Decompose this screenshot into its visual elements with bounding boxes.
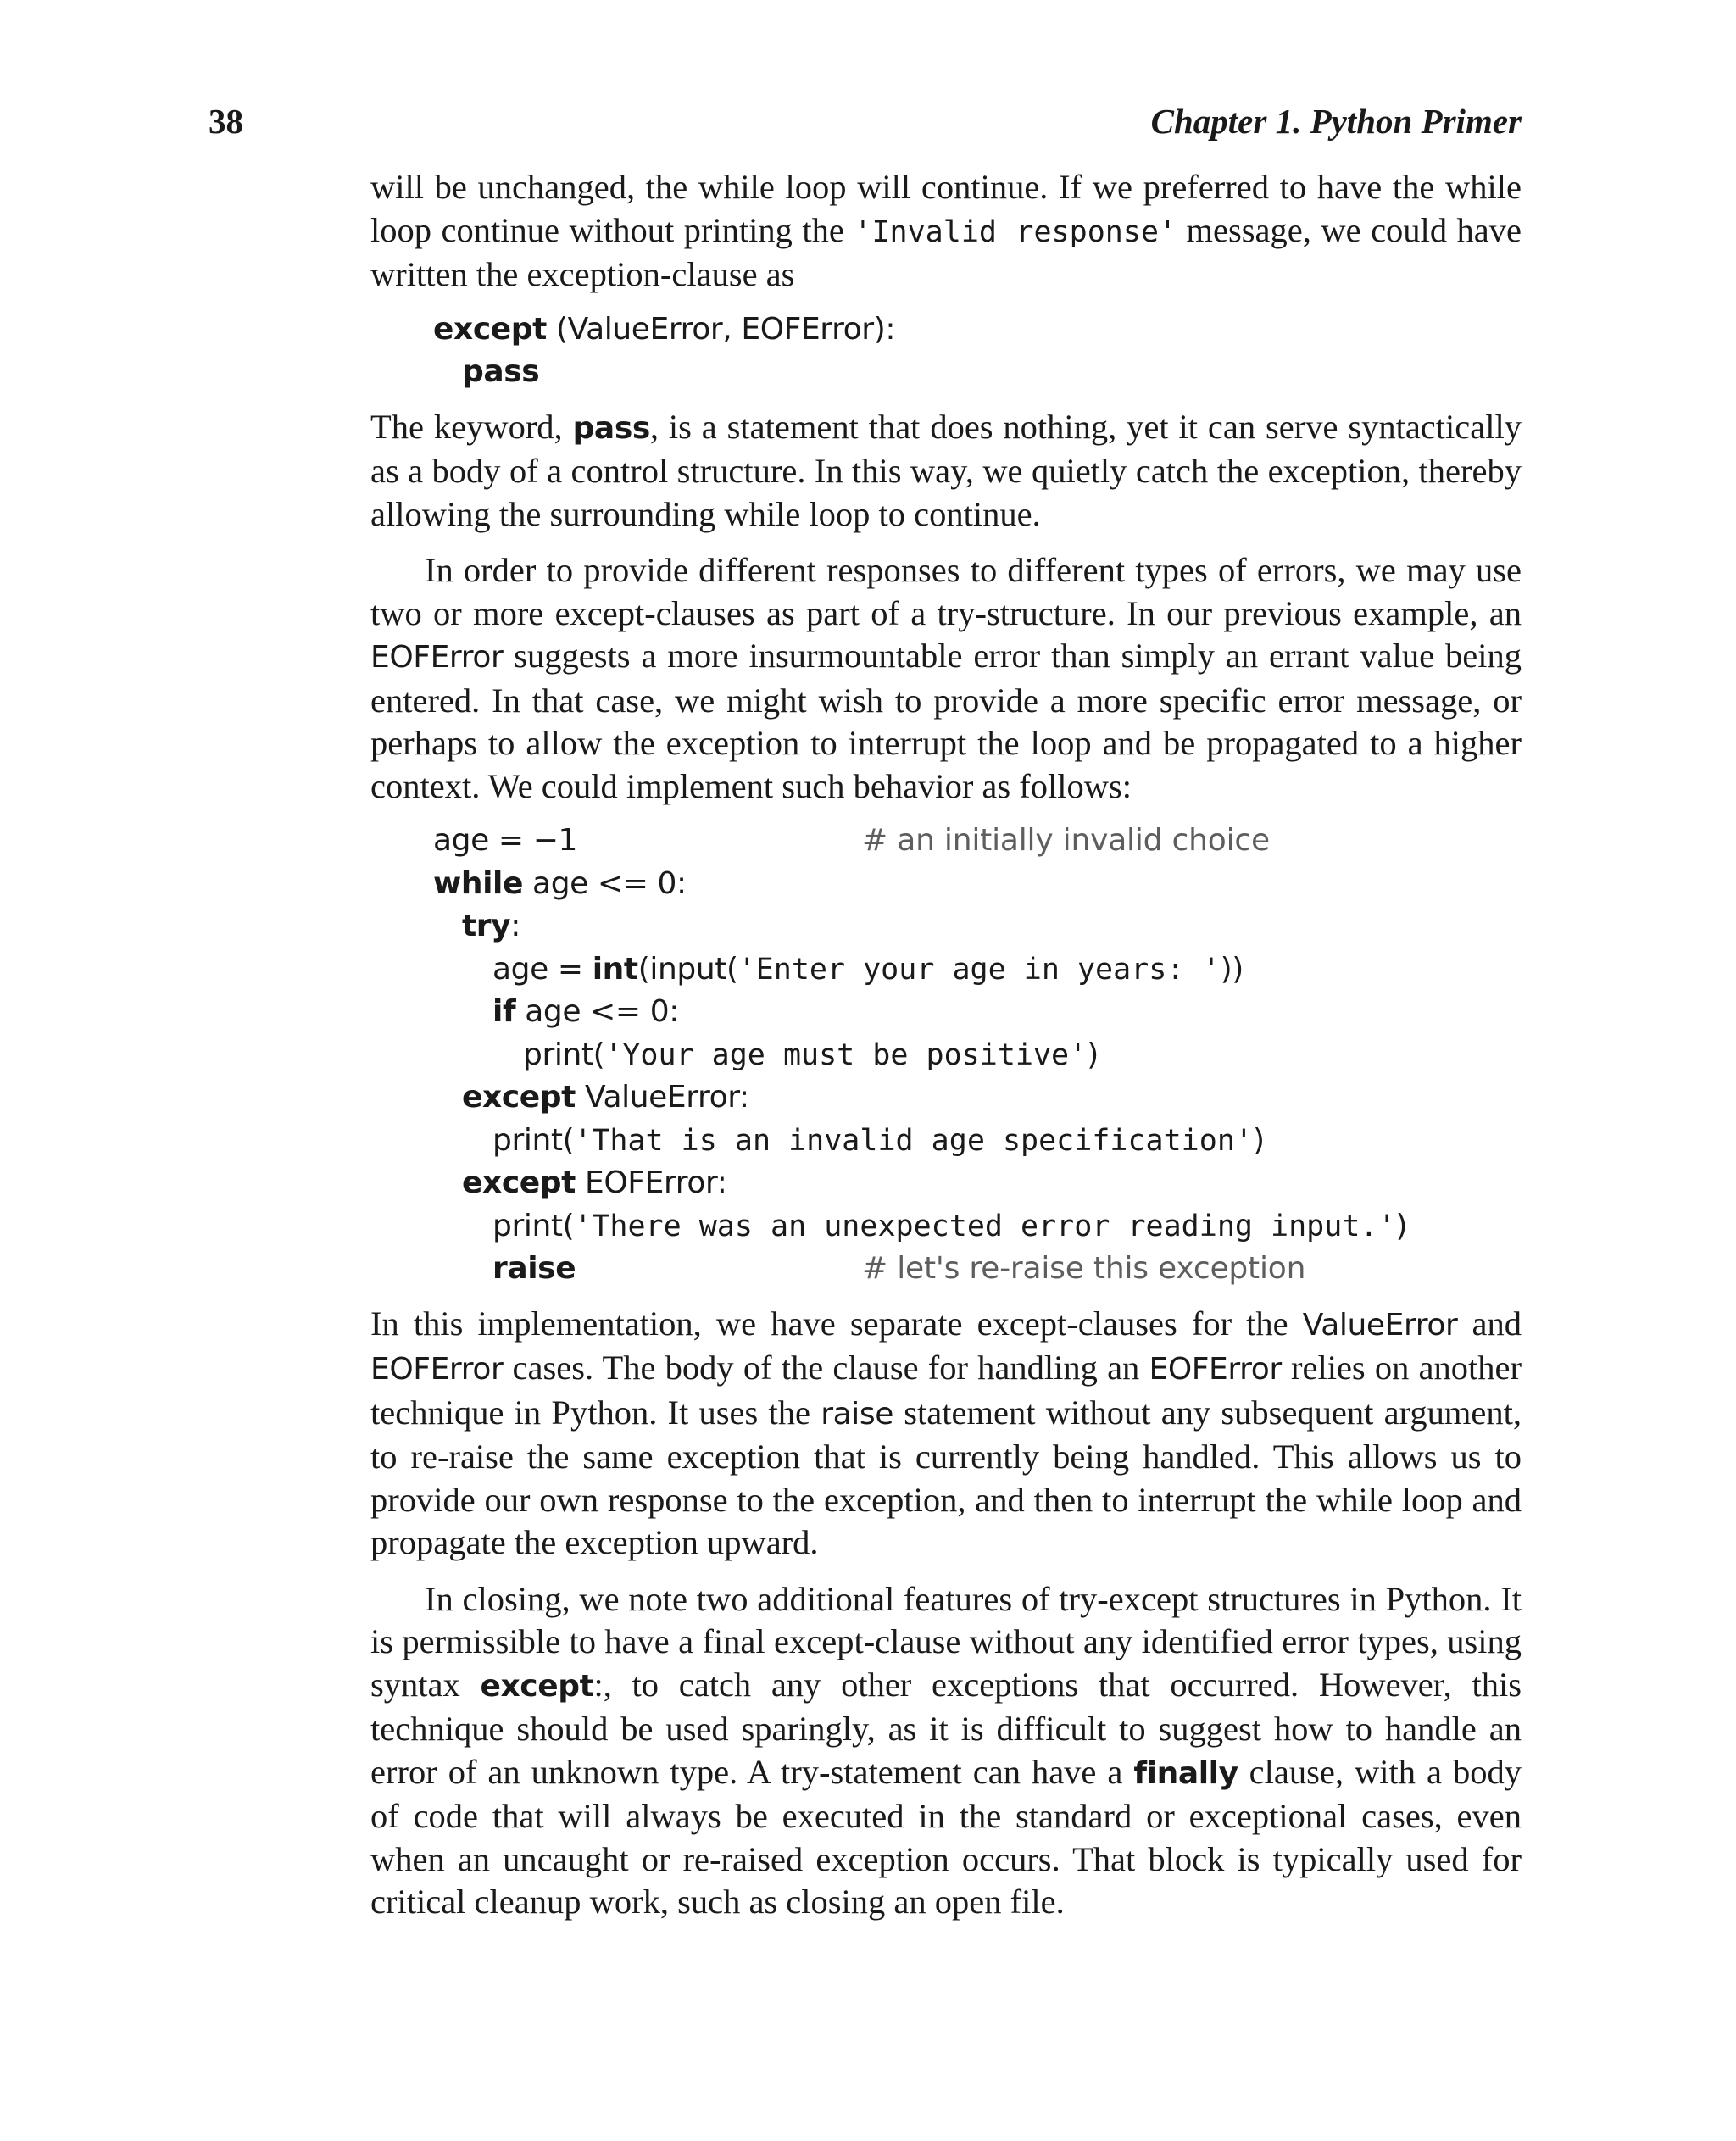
code-text: )	[1395, 1208, 1408, 1243]
keyword: int	[592, 951, 638, 987]
inline-identifier: raise	[821, 1396, 894, 1432]
code-text: ))	[1220, 951, 1244, 987]
paragraph-2	[370, 406, 1522, 537]
keyword: pass	[462, 354, 540, 389]
inline-identifier: EOFError	[1149, 1352, 1282, 1387]
code-line	[433, 905, 1522, 948]
code-text: age <= 0:	[522, 865, 687, 901]
paragraph-5	[370, 1578, 1522, 1924]
string-literal: 'Enter your age in years: '	[737, 952, 1221, 987]
code-line	[433, 1162, 1522, 1205]
text: statement without any subsequent argument, to re-raise the same exception that is currently being handled. This allows us to provide our own response to the exception, and then to interrupt the while loop and propagate the exception upward.	[370, 1393, 1522, 1561]
code-text: age = −1	[433, 823, 577, 858]
text: message, we could have written the exception-clause as	[370, 210, 1522, 293]
code-text: print(	[492, 1122, 575, 1158]
text: In closing, we note two additional features of try-except structures in Python. It is permissible to have a final except-clause without any identified error types, using syntax	[370, 1579, 1522, 1704]
keyword: try	[462, 909, 511, 943]
text: In order to provide different responses to different types of errors, we may use two or more except-clauses as part of a try-structure. In our previous example, an	[370, 551, 1522, 632]
string-literal: 'There was an unexpected error reading input.'	[574, 1209, 1396, 1243]
code-text: print(	[492, 1208, 575, 1243]
code-line	[433, 309, 1522, 352]
string-literal: 'Your age must be positive'	[604, 1037, 1088, 1072]
code-text: )	[1087, 1037, 1099, 1072]
code-line	[433, 351, 1522, 394]
code-text: print(	[523, 1037, 605, 1072]
code-line	[433, 820, 1522, 863]
keyword: if	[492, 994, 516, 1029]
inline-code: 'Invalid response'	[854, 214, 1177, 249]
code-line	[433, 1034, 1522, 1077]
code-text: age =	[492, 951, 593, 987]
code-text: EOFError:	[575, 1165, 727, 1200]
code-line	[433, 1120, 1522, 1163]
code-text: ValueError:	[575, 1080, 749, 1115]
code-comment: # let's re-raise this exception	[862, 1251, 1306, 1286]
text: cases. The body of the clause for handling an	[503, 1349, 1149, 1387]
inline-identifier: ValueError	[1302, 1307, 1458, 1343]
code-line	[433, 948, 1522, 992]
keyword: pass	[572, 410, 650, 446]
keyword: except	[462, 1080, 576, 1115]
keyword: raise	[492, 1251, 576, 1286]
inline-identifier: EOFError	[370, 1352, 504, 1387]
inline-identifier: EOFError	[370, 640, 504, 675]
code-line	[433, 1205, 1522, 1248]
keyword: except	[480, 1668, 594, 1704]
page-number: 38	[209, 102, 243, 141]
code-text: )	[1252, 1122, 1265, 1158]
text: :, to catch any other exceptions that occurred. However, this technique should be used sparingly, as it is difficult to suggest how to handle an error of an unknown type. A try-statement can have a	[370, 1665, 1522, 1791]
text: , is a statement that does nothing, yet it can serve syntactically as a body of a control structure. In this way, we quietly catch the exception, thereby allowing the surrounding while loop to continue.	[370, 407, 1522, 533]
code-block-1	[433, 309, 1522, 394]
code-line	[433, 863, 1522, 906]
code-block-2	[433, 820, 1522, 1291]
page-content	[370, 166, 1522, 1924]
code-line	[433, 1076, 1522, 1120]
keyword: except	[433, 311, 547, 347]
paragraph-4	[370, 1303, 1522, 1565]
keyword: finally	[1133, 1755, 1238, 1791]
text: and	[1457, 1304, 1522, 1343]
text: The keyword,	[370, 407, 573, 446]
keyword: while	[433, 865, 523, 901]
code-text: (input(	[637, 951, 738, 987]
code-text: (ValueError, EOFError):	[546, 311, 896, 347]
code-text: age <= 0:	[515, 994, 679, 1029]
code-line	[433, 991, 1522, 1034]
paragraph-3	[370, 549, 1522, 808]
keyword: except	[462, 1165, 576, 1200]
text: clause, with a body of code that will always be executed in the standard or exceptional cases, even when an uncaught or re-raised exception occurs. That block is typically used for critical cleanup work, such as closing an open file.	[370, 1752, 1522, 1921]
text: In this implementation, we have separate except-clauses for the	[370, 1304, 1303, 1343]
code-text: :	[510, 909, 520, 943]
text: suggests a more insurmountable error than simply an errant value being entered. In that case, we might wish to provide a more specific error message, or perhaps to allow the exception to interrupt the loop and be propagated to a higher context. We could implement such behavior as follows:	[370, 637, 1522, 805]
string-literal: 'That is an invalid age specification'	[574, 1123, 1253, 1158]
code-comment: # an initially invalid choice	[862, 823, 1270, 858]
text: relies on another technique in Python. It uses the	[370, 1349, 1522, 1432]
paragraph-1	[370, 166, 1522, 297]
running-head: Chapter 1. Python Primer	[1150, 102, 1522, 141]
code-line	[433, 1248, 1522, 1291]
text: will be unchanged, the while loop will continue. If we preferred to have the while loop continue without printing the	[370, 168, 1522, 249]
